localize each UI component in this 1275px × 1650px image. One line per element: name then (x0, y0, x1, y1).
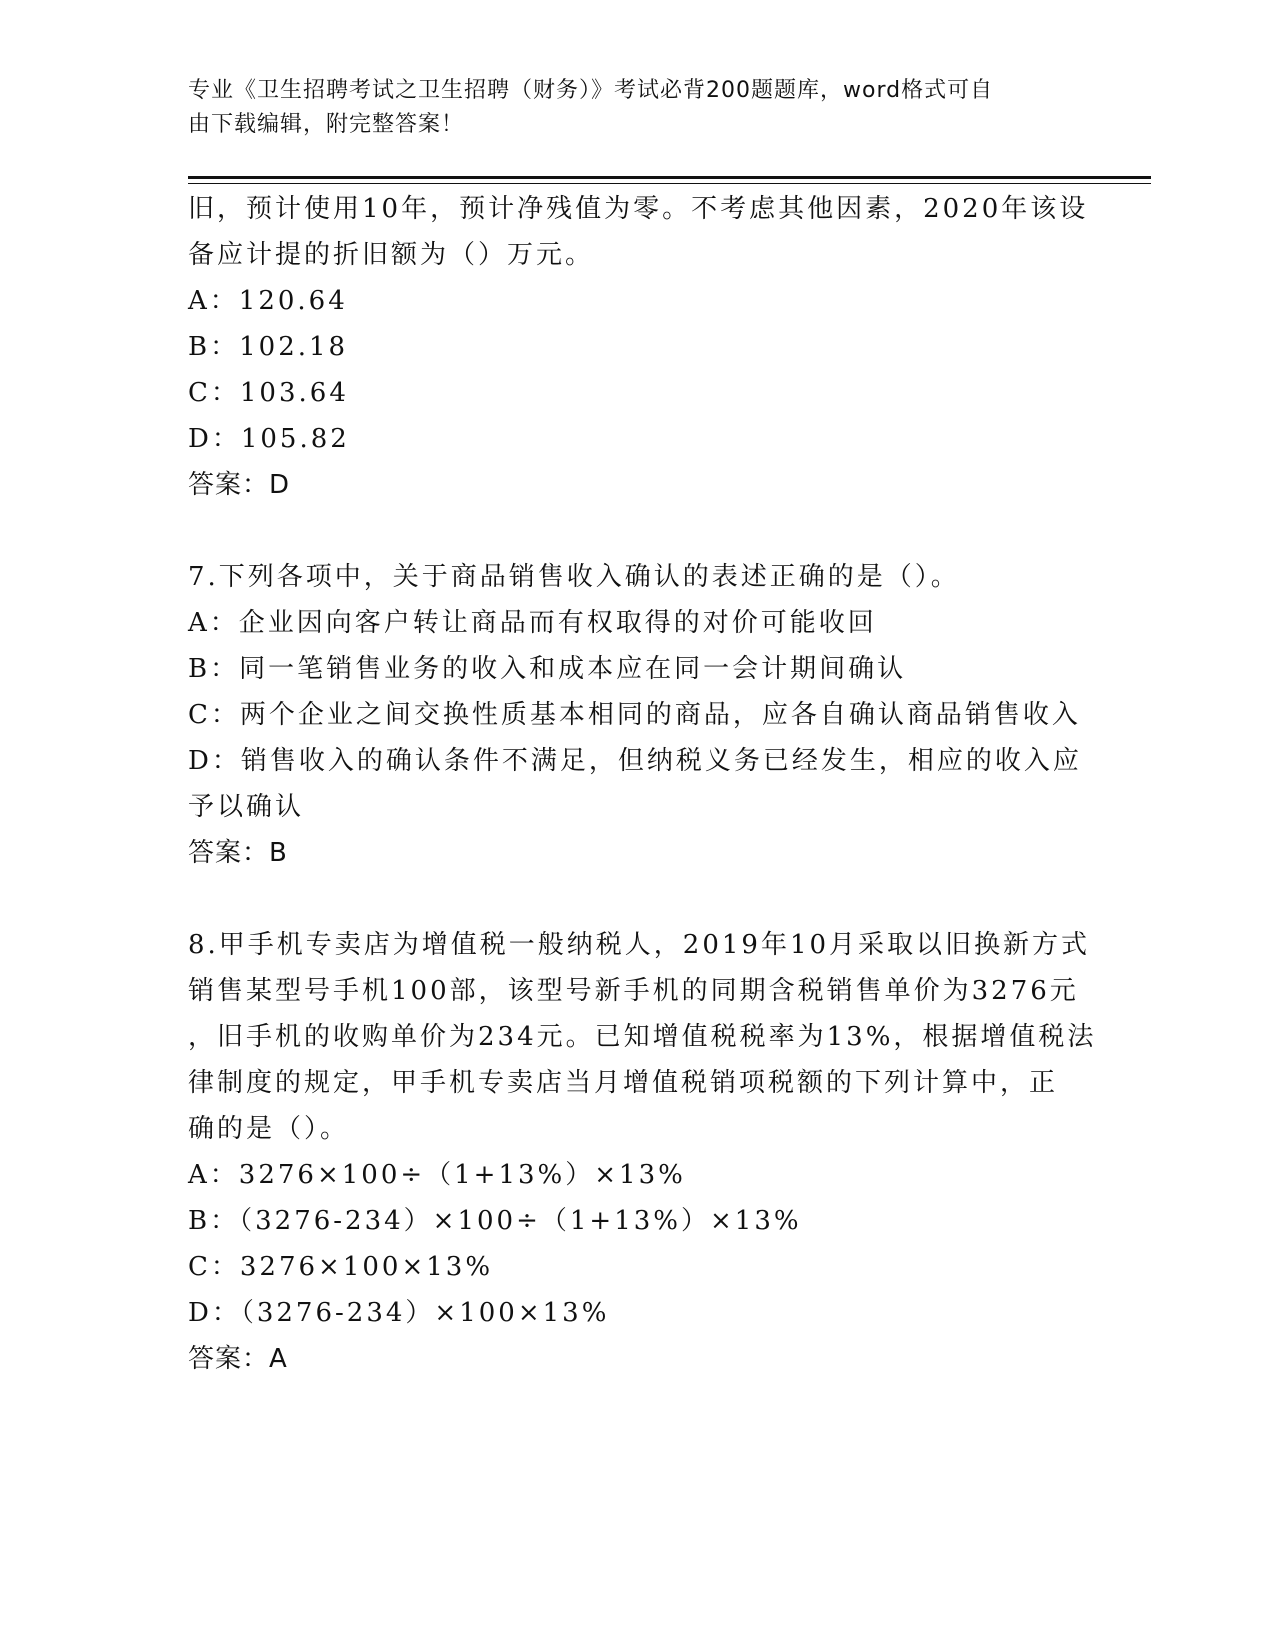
question-8 (188, 922, 1097, 1382)
question-stem-line: ，旧手机的收购单价为234元。已知增值税税率为13%，根据增值税法 (188, 1022, 1097, 1052)
option-c: C：3276×100×13% (188, 1252, 494, 1282)
document-body (188, 186, 1097, 1382)
question-spacer (188, 876, 1088, 922)
option-b: B：102.18 (188, 332, 349, 362)
answer-line: 答案：D (188, 470, 291, 500)
header-title-line-1: 专业《卫生招聘考试之卫生招聘（财务）》考试必背200题题库，word格式可自 (188, 78, 994, 103)
question-spacer (188, 508, 1088, 554)
option-a: A：3276×100÷（1+13%）×13% (188, 1160, 686, 1190)
header-divider-thin (188, 183, 1151, 184)
question-6 (188, 186, 1088, 508)
question-stem-line: 确的是（）。 (188, 1114, 350, 1144)
document-header (188, 74, 1068, 142)
question-stem-line: 销售某型号手机100部，该型号新手机的同期含税销售单价为3276元 (188, 976, 1079, 1006)
question-stem-line: 旧，预计使用10年，预计净残值为零。不考虑其他因素，2020年该设 (188, 194, 1089, 224)
option-d-continued: 予以确认 (188, 792, 305, 822)
header-divider-thick (188, 176, 1151, 179)
header-title-line-2: 由下载编辑，附完整答案！ (188, 112, 465, 137)
option-a: A：120.64 (188, 286, 348, 316)
option-d: D：105.82 (188, 424, 350, 454)
option-d: D：（3276-234）×100×13% (188, 1298, 610, 1328)
question-7 (188, 554, 1088, 876)
answer-line: 答案：B (188, 838, 288, 868)
option-a: A：企业因向客户转让商品而有权取得的对价可能收回 (188, 608, 877, 638)
question-stem: 7.下列各项中，关于商品销售收入确认的表述正确的是（）。 (188, 562, 960, 592)
option-b: B：（3276-234）×100÷（1+13%）×13% (188, 1206, 802, 1236)
option-c: C：两个企业之间交换性质基本相同的商品，应各自确认商品销售收入 (188, 700, 1081, 730)
option-d: D：销售收入的确认条件不满足，但纳税义务已经发生，相应的收入应 (188, 746, 1082, 776)
question-stem-line: 律制度的规定，甲手机专卖店当月增值税销项税额的下列计算中，正 (188, 1068, 1059, 1098)
question-stem-line: 8.甲手机专卖店为增值税一般纳税人，2019年10月采取以旧换新方式 (188, 930, 1091, 960)
answer-line: 答案：A (188, 1344, 288, 1374)
question-stem-line: 备应计提的折旧额为（）万元。 (188, 240, 595, 270)
option-c: C：103.64 (188, 378, 349, 408)
option-b: B：同一笔销售业务的收入和成本应在同一会计期间确认 (188, 654, 907, 684)
